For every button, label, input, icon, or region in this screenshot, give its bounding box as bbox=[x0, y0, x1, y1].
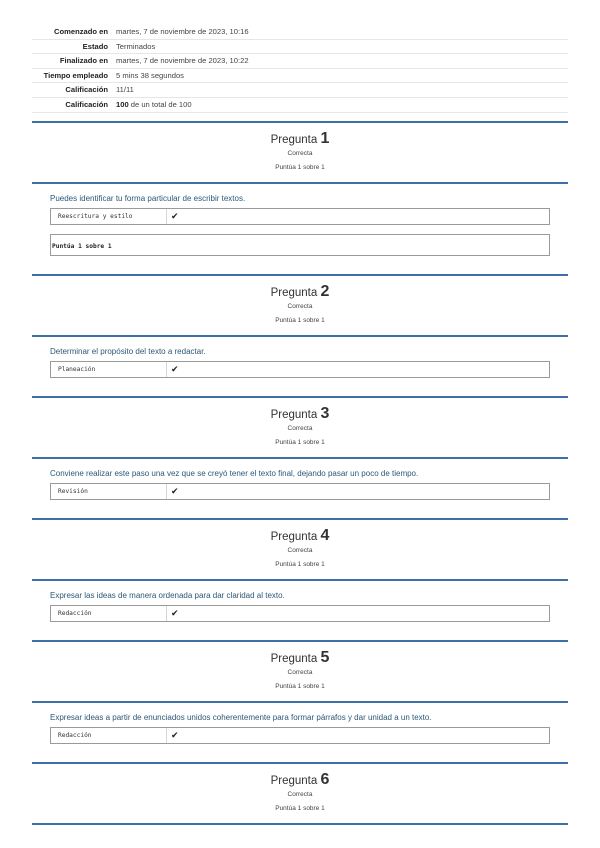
question-number: 3 bbox=[320, 404, 330, 422]
question-header-5 bbox=[32, 640, 568, 701]
grade-value: 100 bbox=[116, 99, 129, 109]
summary-key: Finalizado en bbox=[32, 54, 116, 69]
grade-total: de un total de 100 bbox=[128, 99, 192, 109]
question-header-6 bbox=[32, 762, 568, 823]
question-body-5 bbox=[32, 701, 568, 762]
question-grade: Puntúa 1 sobre 1 bbox=[275, 682, 325, 690]
summary-value: 5 mins 38 segundos bbox=[116, 68, 568, 83]
question-title bbox=[32, 406, 568, 423]
summary-key: Tiempo empleado bbox=[32, 68, 116, 83]
question-text: Puedes identificar tu forma particular de escribir textos. bbox=[50, 193, 246, 203]
question-body-1 bbox=[32, 182, 568, 274]
summary-key: Estado bbox=[32, 39, 116, 54]
question-number: 2 bbox=[320, 282, 330, 300]
answer-row bbox=[50, 727, 550, 744]
question-number: 5 bbox=[320, 648, 330, 666]
question-header-1 bbox=[32, 121, 568, 182]
question-label: Pregunta bbox=[270, 133, 318, 146]
question-grade: Puntúa 1 sobre 1 bbox=[275, 560, 325, 568]
question-label: Pregunta bbox=[270, 530, 318, 543]
question-header-4 bbox=[32, 518, 568, 579]
question-label: Pregunta bbox=[270, 652, 318, 665]
answer-row bbox=[50, 361, 550, 378]
question-text: Expresar ideas a partir de enunciados unidos coherentemente para formar párrafos y dar unidad a un texto. bbox=[50, 712, 432, 722]
question-label: Pregunta bbox=[270, 408, 318, 421]
summary-value: 11/11 bbox=[116, 83, 568, 98]
checkmark-icon: ✔ bbox=[171, 363, 179, 374]
question-label: Pregunta bbox=[270, 774, 318, 787]
question-header-2 bbox=[32, 274, 568, 335]
question-text: Determinar el propósito del texto a redactar. bbox=[50, 346, 206, 356]
answer-text: Revisión bbox=[51, 484, 167, 499]
question-body-4 bbox=[32, 579, 568, 640]
checkmark-icon: ✔ bbox=[171, 607, 179, 618]
answer-text: Redacción bbox=[51, 728, 167, 743]
question-title bbox=[32, 131, 568, 148]
question-title bbox=[32, 284, 568, 301]
question-text: Conviene realizar este paso una vez que se creyó tener el texto final, dejando pasar un poco de tiempo. bbox=[50, 468, 419, 478]
question-state: Correcta bbox=[287, 668, 313, 676]
answer-row bbox=[50, 208, 550, 225]
question-state: Correcta bbox=[287, 546, 313, 554]
answer-text: Redacción bbox=[51, 606, 167, 621]
answer-text: Reescritura y estilo bbox=[51, 209, 167, 224]
question-number: 1 bbox=[320, 129, 330, 147]
checkmark-icon: ✔ bbox=[171, 485, 179, 496]
quiz-review-page bbox=[32, 25, 568, 825]
summary-row-state bbox=[32, 39, 568, 54]
question-grade: Puntúa 1 sobre 1 bbox=[275, 438, 325, 446]
question-grade: Puntúa 1 sobre 1 bbox=[275, 163, 325, 171]
summary-row-grade bbox=[32, 97, 568, 112]
summary-key: Comenzado en bbox=[32, 25, 116, 39]
question-body-3 bbox=[32, 457, 568, 518]
question-state: Correcta bbox=[287, 790, 313, 798]
answer-row bbox=[50, 605, 550, 622]
summary-value: martes, 7 de noviembre de 2023, 10:16 bbox=[116, 25, 568, 39]
question-grade: Puntúa 1 sobre 1 bbox=[275, 804, 325, 812]
answer-row bbox=[50, 483, 550, 500]
question-title bbox=[32, 772, 568, 789]
summary-value: martes, 7 de noviembre de 2023, 10:22 bbox=[116, 54, 568, 69]
question-title bbox=[32, 650, 568, 667]
question-header-3 bbox=[32, 396, 568, 457]
summary-row-marks bbox=[32, 83, 568, 98]
summary-row-started bbox=[32, 25, 568, 39]
summary-value bbox=[116, 97, 568, 112]
checkmark-icon: ✔ bbox=[171, 729, 179, 740]
question-state: Correcta bbox=[287, 424, 313, 432]
question-text: Expresar las ideas de manera ordenada para dar claridad al texto. bbox=[50, 590, 285, 600]
question-grade: Puntúa 1 sobre 1 bbox=[275, 316, 325, 324]
summary-row-time bbox=[32, 68, 568, 83]
question-state: Correcta bbox=[287, 149, 313, 157]
question-title bbox=[32, 528, 568, 545]
question-label: Pregunta bbox=[270, 286, 318, 299]
attempt-summary-table bbox=[32, 25, 568, 113]
summary-key: Calificación bbox=[32, 97, 116, 112]
question-state: Correcta bbox=[287, 302, 313, 310]
question-number: 6 bbox=[320, 770, 330, 788]
answer-text: Planeación bbox=[51, 362, 167, 377]
question-feedback: Puntúa 1 sobre 1 bbox=[50, 234, 550, 256]
section-divider bbox=[32, 823, 568, 825]
checkmark-icon: ✔ bbox=[171, 210, 179, 221]
summary-key: Calificación bbox=[32, 83, 116, 98]
summary-row-finished bbox=[32, 54, 568, 69]
question-number: 4 bbox=[320, 526, 330, 544]
summary-value: Terminados bbox=[116, 39, 568, 54]
question-body-2 bbox=[32, 335, 568, 396]
